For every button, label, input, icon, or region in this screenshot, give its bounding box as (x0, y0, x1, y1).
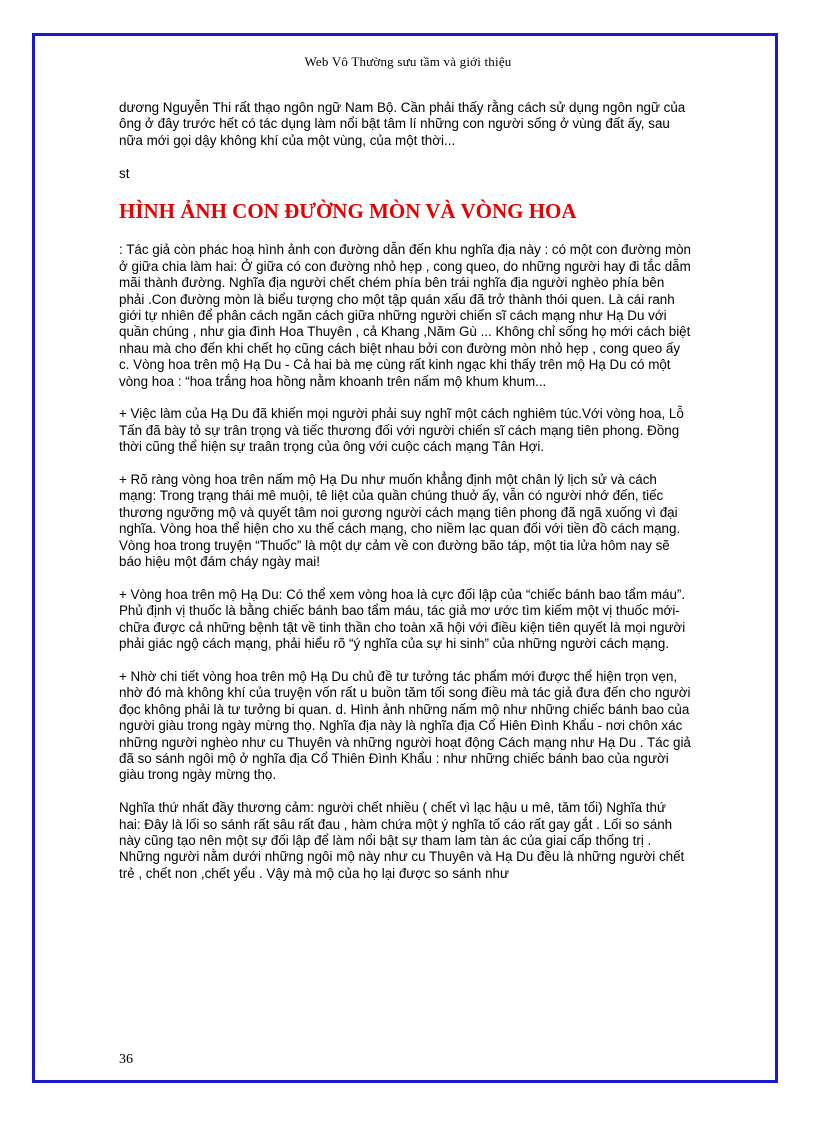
body-paragraph: : Tác giả còn phác hoạ hình ảnh con đường dẫn đến khu nghĩa địa này : có một con đường mòn ở giữa chia làm hai: Ở giữa có con đường nhỏ hẹp , cong queo, do những người hay đi tắc dẫm mãi thành đường. Nghĩa địa người chết chém phía bên trái nghĩa địa người nghèo phía bên phải .Con đường mòn là biểu tượng cho một tập quán xấu đã trở thành thói quen. Là cái ranh giới tự nhiên để phân cách ngăn cách giữa những người chiến sĩ cách mạng như Hạ Du với quần chúng , như gia đình Hoa Thuyên , cả Khang ,Năm Gù ... Không chỉ sống họ mới cách biệt nhau mà cho đến khi chết họ cũng cách biệt nhau bởi con đường mòn nhỏ hẹp , cong queo ấy c. Vòng hoa trên mộ Hạ Du - Cả hai bà mẹ cùng rất kinh ngạc khi thấy trên mộ Hạ Du có một vòng hoa : “hoa trắng hoa hồng nằm khoanh trên nấm mộ khum khum... (119, 242, 691, 389)
page-header: Web Vô Thường sưu tầm và giới thiệu (304, 54, 512, 69)
intro-paragraph: dương Nguyễn Thi rất thạo ngôn ngữ Nam Bộ. Cần phải thấy rằng cách sử dụng ngôn ngữ của ông ở đây trước hết có tác dụng làm nổi bật tâm lí những con người sống ở vùng đất ấy, sau nữa mới gọi dậy không khí của một vùng, của một thời... (119, 100, 686, 148)
document-body (119, 100, 691, 882)
body-paragraph: + Rõ ràng vòng hoa trên nấm mộ Hạ Du như muốn khẳng định một chân lý lịch sử và cách mạng: Trong trạng thái mê muội, tê liệt của quần chúng thuở ấy, vẫn có người nhớ đến, tiếc thương ngưỡng mộ và quyết tâm noi gương người cách mạng tiên phong đã ngã xuống vì đại nghĩa. Vòng hoa thể hiện cho xu thế cách mạng, cho niềm lạc quan đối với tiền đồ cách mạng. Vòng hoa trong truyện “Thuốc” là một dự cảm về con đường bão táp, một tia lửa hôm nay sẽ báo hiệu một đám cháy ngày mai! (119, 472, 681, 570)
body-paragraph: Nghĩa thứ nhất đầy thương cảm: người chết nhiều ( chết vì lạc hậu u mê, tăm tối) Nghĩa thứ hai: Đây là lối so sánh rất sâu rất đau , hàm chứa một ý nghĩa tố cáo rất gay gắt . Lối so sánh này cũng tạo nên một sự đối lập để làm nổi bật sự tham lam tàn ác của giai cấp thống trị . Những người nằm dưới những ngôi mộ này như cu Thuyên và Hạ Du đều là những người chết trẻ , chết non ,chết yểu . Vậy mà mộ của họ lại được so sánh như (119, 800, 685, 881)
st-marker: st (119, 165, 130, 181)
section-heading: HÌNH ẢNH CON ĐƯỜNG MÒN VÀ VÒNG HOA (119, 199, 577, 224)
body-paragraph: + Vòng hoa trên mộ Hạ Du: Có thể xem vòng hoa là cực đối lập của “chiếc bánh bao tẩm máu”. Phủ định vị thuốc là bằng chiếc bánh bao tẩm máu, tác giả mơ ước tìm kiếm một vị thuốc mới- chữa được cả những bệnh tật về tinh thần cho toàn xã hội với điều kiện tiên quyết là mọi người phải giác ngộ cách mạng, phải hiểu rõ “ý nghĩa của sự hi sinh” của những người cách mạng. (119, 586, 686, 652)
page-number: 36 (119, 1052, 133, 1067)
body-paragraph: + Nhờ chi tiết vòng hoa trên mộ Hạ Du chủ đề tư tưởng tác phẩm mới được thể hiện trọn vẹn, nhờ đó mà không khí của truyện vốn rất u buồn tăm tối song điều mà tác giả đưa đến cho người đọc không phải là tư tưởng bi quan. d. Hình ảnh những nấm mộ như những chiếc bánh bao của người giàu trong ngày mừng thọ. Nghĩa địa này là nghĩa địa Cổ Hiên Đình Khẩu - nơi chôn xác những người nghèo như cu Thuyên và những người hoạt động Cách mạng như Hạ Du . Tác giả đã so sánh ngôi mộ ở nghĩa địa Cổ Thiên Đình Khẩu : như những chiếc bánh bao của người giàu trong ngày mừng thọ. (119, 668, 691, 783)
body-paragraph: + Việc làm của Hạ Du đã khiến mọi người phải suy nghĩ một cách nghiêm túc.Với vòng hoa, Lỗ Tấn đã bày tỏ sự trân trọng và tiếc thương đối với người chiến sĩ cách mạng tiên phong. Đồng thời cũng thể hiện sự traân trọng của ông với cuộc cách mạng Tân Hợi. (119, 406, 684, 455)
